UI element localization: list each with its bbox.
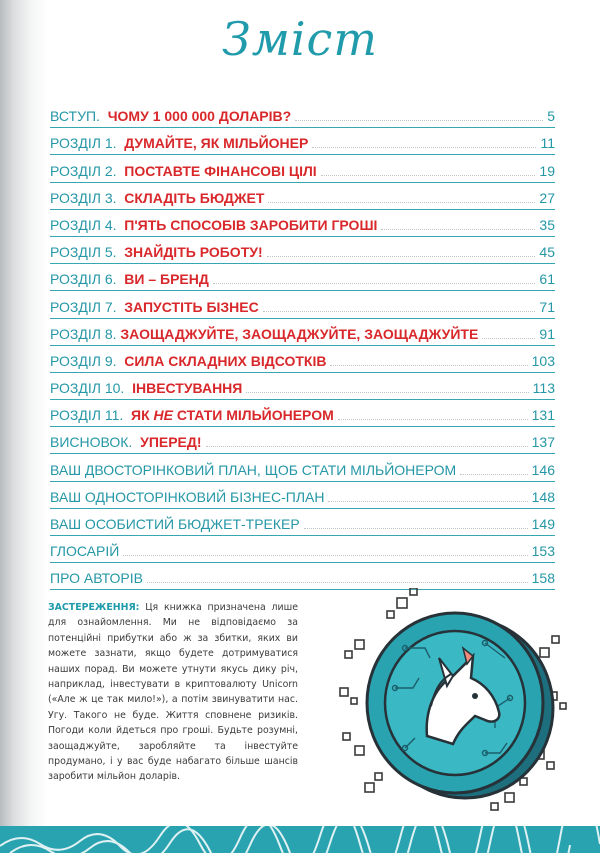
toc-entry[interactable] <box>50 210 555 237</box>
toc-entry-page: 131 <box>531 407 555 424</box>
toc-dot-leader <box>295 120 543 121</box>
toc-entry-title: П'ЯТЬ СПОСОБІВ ЗАРОБИТИ ГРОШІ <box>124 216 378 233</box>
toc-entry-page: 5 <box>547 108 555 125</box>
toc-entry-title: ВАШ ОДНОСТОРІНКОВИЙ БІЗНЕС-ПЛАН <box>50 488 325 505</box>
toc-dot-leader <box>460 474 527 475</box>
toc-entry[interactable] <box>50 427 555 454</box>
toc-dot-leader <box>328 501 527 502</box>
toc-entry[interactable] <box>50 264 555 291</box>
toc-entry-prefix: РОЗДІЛ 11. <box>50 407 132 424</box>
toc-dot-leader <box>482 338 535 339</box>
toc-entry-page: 35 <box>539 216 555 233</box>
disclaimer-text: Ця книжка призначена лише для ознайомлення. Ми не відповідаємо за потенційні прибутки або ж за збитки, яких ви можете зазнати, якщо будете дотримуватися наших порад. Ви можете утнути якусь дику річ, наприклад, інвестувати в криптовалюту Unicorn («Але ж це так мило!»), а потім звинуватити нас. Угу. Такого не буде. Життя сповнене ризиків. Погоди коли йдеться про гроші. Будьте розумні, заощаджуйте, заробляйте та інвестуйте продумано, і у вас буде набагато більше шансів заробити мільйон доларів. <box>48 602 298 783</box>
toc-entry[interactable] <box>50 454 555 481</box>
toc-entry[interactable] <box>50 101 555 128</box>
toc-entry-title: СКЛАДІТЬ БЮДЖЕТ <box>124 189 265 206</box>
toc-entry[interactable] <box>50 373 555 400</box>
toc-entry[interactable] <box>50 319 555 346</box>
toc-dot-leader <box>338 419 528 420</box>
toc-entry-title: ЯК НЕ СТАТИ МІЛЬЙОНЕРОМ <box>131 407 334 424</box>
toc-dot-leader <box>263 311 536 312</box>
disclaimer-label: ЗАСТЕРЕЖЕННЯ: <box>48 602 140 613</box>
toc-entry-prefix: РОЗДІЛ 8. <box>50 325 121 342</box>
toc-entry-page: 148 <box>531 488 555 505</box>
toc-entry[interactable] <box>50 482 555 509</box>
toc-entry-title: ЗАПУСТІТЬ БІЗНЕС <box>124 298 259 315</box>
toc-entry-prefix: РОЗДІЛ 1. <box>50 135 125 152</box>
toc-entry[interactable] <box>50 509 555 536</box>
toc-entry-prefix: РОЗДІЛ 2. <box>50 162 125 179</box>
toc-entry-page: 103 <box>531 352 555 369</box>
toc-entry-title: ІНВЕСТУВАННЯ <box>132 380 243 397</box>
toc-entry[interactable] <box>50 291 555 318</box>
toc-entry-prefix: ВСТУП. <box>50 108 108 125</box>
toc-entry-title: ВАШ ОСОБИСТИЙ БЮДЖЕТ-ТРЕКЕР <box>50 516 300 532</box>
toc-dot-leader <box>321 175 536 176</box>
toc-entry[interactable] <box>50 536 555 563</box>
disclaimer <box>48 600 298 785</box>
toc-entry-page: 113 <box>532 380 555 397</box>
toc-entry-title: ДУМАЙТЕ, ЯК МІЛЬЙОНЕР <box>124 135 309 152</box>
toc-entry-prefix: РОЗДІЛ 3. <box>50 189 125 206</box>
toc-entry[interactable] <box>50 400 555 427</box>
toc-entry[interactable] <box>50 563 555 590</box>
toc-dot-leader <box>213 283 536 284</box>
toc-entry-title: ПОСТАВТЕ ФІНАНСОВІ ЦІЛІ <box>124 162 317 179</box>
toc-entry-page: 149 <box>531 516 555 532</box>
toc-entry-prefix: РОЗДІЛ 9. <box>50 352 125 369</box>
toc-entry[interactable] <box>50 237 555 264</box>
toc-entry-page: 158 <box>531 570 555 587</box>
unicorn-coin-icon <box>335 588 575 813</box>
toc-dot-leader <box>330 365 527 366</box>
toc-entry[interactable] <box>50 183 555 210</box>
toc-entry-page: 27 <box>539 189 555 206</box>
toc-entry-prefix: РОЗДІЛ 6. <box>50 271 125 288</box>
decorative-border <box>0 826 600 853</box>
toc-entry-title: ВАШ ДВОСТОРІНКОВИЙ ПЛАН, ЩОБ СТАТИ МІЛЬЙОНЕРОМ <box>50 461 457 478</box>
toc-entry-title: ЗНАЙДІТЬ РОБОТУ! <box>124 244 263 261</box>
toc-entry-title: ЗАОЩАДЖУЙТЕ, ЗАОЩАДЖУЙТЕ, ЗАОЩАДЖУЙТЕ <box>120 325 479 342</box>
table-of-contents <box>50 101 555 590</box>
toc-entry[interactable] <box>50 346 555 373</box>
toc-entry-prefix: РОЗДІЛ 7. <box>50 298 125 315</box>
toc-dot-leader <box>206 446 528 447</box>
toc-entry-page: 146 <box>531 461 555 478</box>
toc-dot-leader <box>147 582 528 583</box>
toc-entry-prefix: ВИСНОВОК. <box>50 434 141 451</box>
toc-dot-leader <box>381 229 535 230</box>
toc-entry-page: 137 <box>531 434 555 451</box>
toc-entry[interactable] <box>50 128 555 155</box>
toc-entry-page: 153 <box>531 543 555 560</box>
toc-entry-title: ЧОМУ 1 000 000 ДОЛАРІВ? <box>107 108 292 125</box>
toc-dot-leader <box>304 528 528 529</box>
toc-entry-title: ВИ – БРЕНД <box>124 271 209 288</box>
toc-entry-page: 71 <box>539 298 555 315</box>
toc-entry-title: ГЛОСАРІЙ <box>50 543 120 560</box>
toc-dot-leader <box>312 147 536 148</box>
toc-dot-leader <box>246 392 528 393</box>
toc-entry-title: ПРО АВТОРІВ <box>50 570 143 587</box>
toc-entry[interactable] <box>50 155 555 182</box>
toc-entry-page: 11 <box>540 135 555 152</box>
toc-entry-prefix: РОЗДІЛ 4. <box>50 216 125 233</box>
toc-entry-prefix: РОЗДІЛ 5. <box>50 244 125 261</box>
toc-entry-page: 45 <box>539 244 555 261</box>
toc-entry-page: 19 <box>539 162 555 179</box>
toc-dot-leader <box>267 256 536 257</box>
page-title: Зміст <box>222 12 378 66</box>
toc-entry-title: СИЛА СКЛАДНИХ ВІДСОТКІВ <box>124 352 327 369</box>
toc-dot-leader <box>123 555 527 556</box>
toc-entry-title: УПЕРЕД! <box>140 434 202 451</box>
toc-entry-prefix: РОЗДІЛ 10. <box>50 380 133 397</box>
toc-entry-page: 91 <box>539 325 555 342</box>
toc-entry-page: 61 <box>539 271 555 288</box>
toc-dot-leader <box>268 202 535 203</box>
